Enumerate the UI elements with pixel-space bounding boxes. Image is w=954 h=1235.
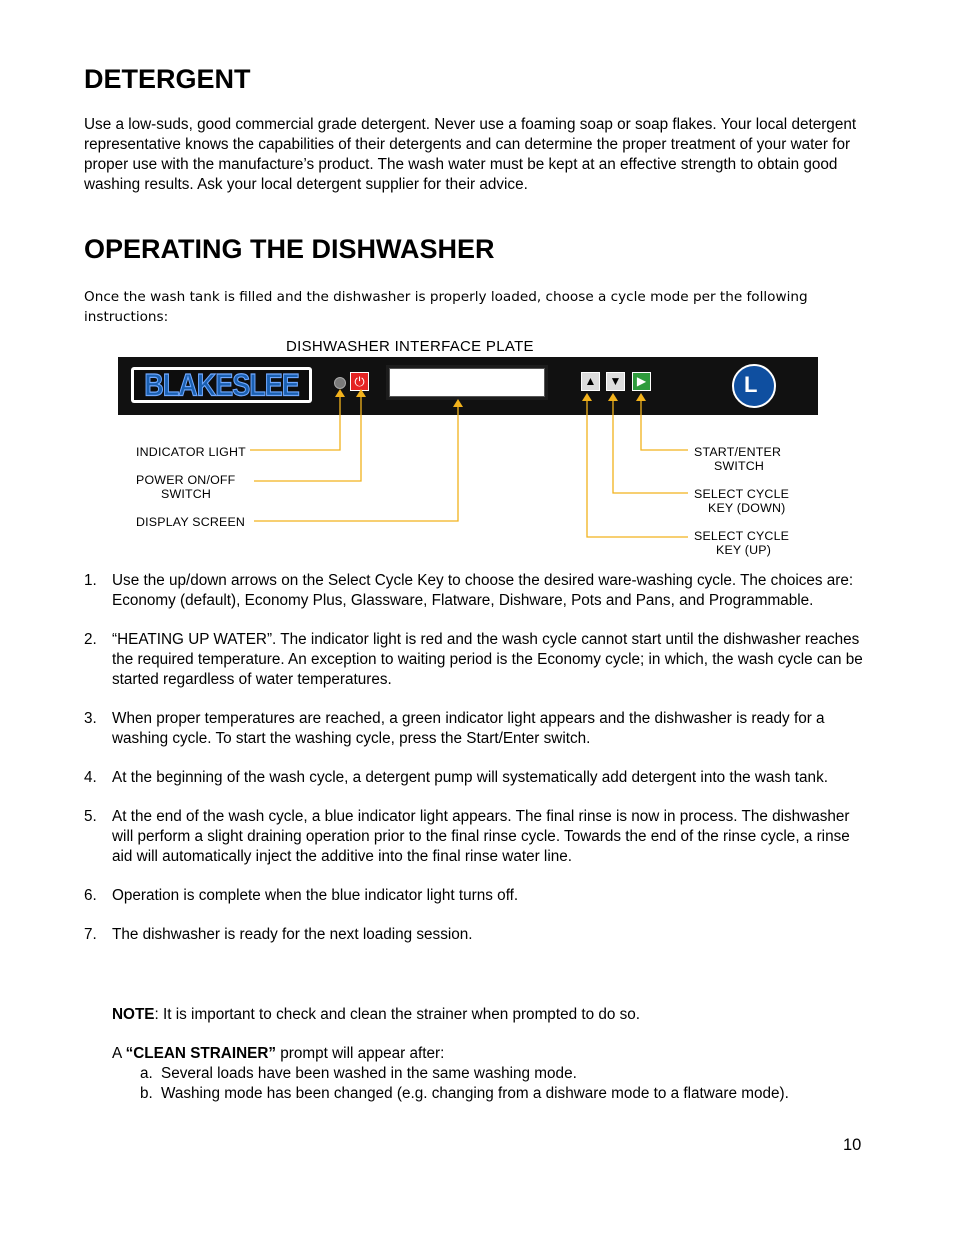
- label-select-up: SELECT CYCLE KEY (UP): [694, 529, 790, 557]
- clean-strainer-prompt: A “CLEAN STRAINER” prompt will appear after:: [112, 1045, 445, 1062]
- arrowhead-display: [453, 399, 463, 407]
- arrowhead-indicator: [335, 389, 345, 397]
- page-number: 10: [843, 1136, 862, 1154]
- arrowhead-up: [582, 393, 592, 401]
- label-power-switch: POWER ON/OFF SWITCH: [136, 473, 236, 501]
- arrowhead-down: [608, 393, 618, 401]
- detergent-paragraph: Use a low-suds, good commercial grade detergent. Never use a foaming soap or soap flakes. Your local detergent representative knows the capabilities of their detergents and can determine the proper treatment of your water for proper use with the manufacture’s product. The wash water must be kept at an effective strength to obtain good washing results. Ask your local detergent supplier for their advice.: [84, 116, 857, 193]
- play-icon[interactable]: ▶: [632, 372, 651, 391]
- arrow-up-icon[interactable]: ▲: [581, 372, 600, 391]
- brand-emblem-letter: L: [744, 372, 758, 397]
- arrowhead-power: [356, 389, 366, 397]
- arrow-down-icon[interactable]: ▼: [606, 372, 625, 391]
- operating-heading: OPERATING THE DISHWASHER: [84, 234, 495, 264]
- note-text: : It is important to check and clean the strainer when prompted to do so.: [154, 1006, 641, 1023]
- detergent-heading: DETERGENT: [84, 64, 251, 94]
- callout-line-power: [254, 393, 361, 481]
- list-item: 6. Operation is complete when the blue indicator light turns off.: [84, 887, 519, 904]
- logo-text: BLAKESLEE: [144, 367, 299, 402]
- list-item: 7. The dishwasher is ready for the next loading session.: [84, 926, 473, 943]
- callout-line-indicator: [250, 393, 340, 450]
- label-select-down: SELECT CYCLE KEY (DOWN): [694, 487, 790, 515]
- list-item: 5. At the end of the wash cycle, a blue indicator light appears. The final rinse is now in process. The dishwasher will perform a slight draining operation prior to the final rinse cycle. Towards the end of the rinse cycle, a rinse aid will automatically inject the additive into the final rinse water line.: [84, 808, 850, 865]
- label-indicator-light: INDICATOR LIGHT: [136, 445, 246, 459]
- operating-intro: Once the wash tank is filled and the dishwasher is properly loaded, choose a cycle mode per the following instructions:: [84, 289, 808, 325]
- label-start-enter: START/ENTER SWITCH: [694, 445, 782, 473]
- list-item: 3. When proper temperatures are reached, a green indicator light appears and the dishwasher is ready for a washing cycle. To start the washing cycle, press the Start/Enter switch.: [84, 710, 825, 747]
- note-label: NOTE: [112, 1006, 155, 1023]
- list-item: 1. Use the up/down arrows on the Select Cycle Key to choose the desired ware-washing cycle. The choices are: Economy (default), Economy Plus, Glassware, Flatware, Dishware, Pots and Pans, and Programmable.: [84, 572, 854, 609]
- instruction-list: [84, 571, 874, 964]
- power-icon[interactable]: ⏻: [350, 372, 369, 391]
- arrowhead-start: [636, 393, 646, 401]
- callout-line-start: [641, 397, 688, 450]
- callout-line-display: [254, 403, 458, 521]
- manual-page: DETERGENT Use a low-suds, good commercial grade detergent. Never use a foaming soap or soap flakes. Your local detergent representative knows the capabilities of their detergents and can determine the proper treatment of your water for proper use with the manufacture’s product. The wash water must be kept at an effective strength to obtain good washing results. Ask your local detergent supplier for their advice. OPERATING THE DISHWASHER Once the wash tank is filled and the dishwasher is properly loaded, choose a cycle mode per the following instructions: DISHWASHER INTERFACE PLATE BLAKESLEE ⏻ ▲ ▼ ▶ L INDICATOR LIGHT POWER ON/OFF SWITCH DISPLAY SCREEN START/ENTER SWITCH SELECT CYCLE KEY (DOWN) SELECT CYCLE KEY (UP) 1. Use the up/down arrows on the Select Cycle Key to choose the desired ware-washing cycle. The choices are: Economy (default), Economy Plus, Glassware, Flatware, Dishware, Pots and Pans, and Programmable. 2. “HEATING UP WATER”. The indicator light is red and the wash cycle cannot start until the dishwasher reaches the required temperature. An exception to waiting period is the Economy cycle; in which, the wash cycle can be started regardless of water temperatures. 3. When proper temperatures are reached, a green indicator light appears and the dishwasher is ready for a washing cycle. To start the washing cycle, press the Start/Enter switch. 4. At the beginning of the wash cycle, a detergent pump will systematically add detergent into the wash tank. 5. At the end of the wash cycle, a blue indicator light appears. The final rinse is now in process. The dishwasher will perform a slight draining operation prior to the final rinse cycle. Towards the end of the rinse cycle, a rinse aid will automatically inject the additive into the final rinse water line. 6. Operation is complete when the blue indicator light turns off. 7. The dishwasher is ready for the next loading session. NOTE: It is important to check and clean the strainer when prompted to do so. A “CLEAN STRAINER” prompt will appear after: a. Several loads have been washed in the same washing mode. b. Washing mode has been changed (e.g. changing from a dishware mode to a flatware mode). 10: [0, 0, 954, 1235]
- list-item: 2. “HEATING UP WATER”. The indicator light is red and the wash cycle cannot start until the dishwasher reaches the required temperature. An exception to waiting period is the Economy cycle; in which, the wash cycle can be started regardless of water temperatures.: [84, 631, 863, 688]
- clean-strainer-label: “CLEAN STRAINER”: [125, 1045, 277, 1062]
- callout-line-up: [587, 397, 688, 537]
- list-item: 4. At the beginning of the wash cycle, a detergent pump will systematically add detergent into the wash tank.: [84, 769, 828, 786]
- callout-line-down: [613, 397, 688, 493]
- callout-lines: [0, 0, 954, 600]
- figure-title: DISHWASHER INTERFACE PLATE: [286, 338, 534, 355]
- note-paragraph: [112, 1005, 872, 1025]
- label-display-screen: DISPLAY SCREEN: [136, 515, 246, 529]
